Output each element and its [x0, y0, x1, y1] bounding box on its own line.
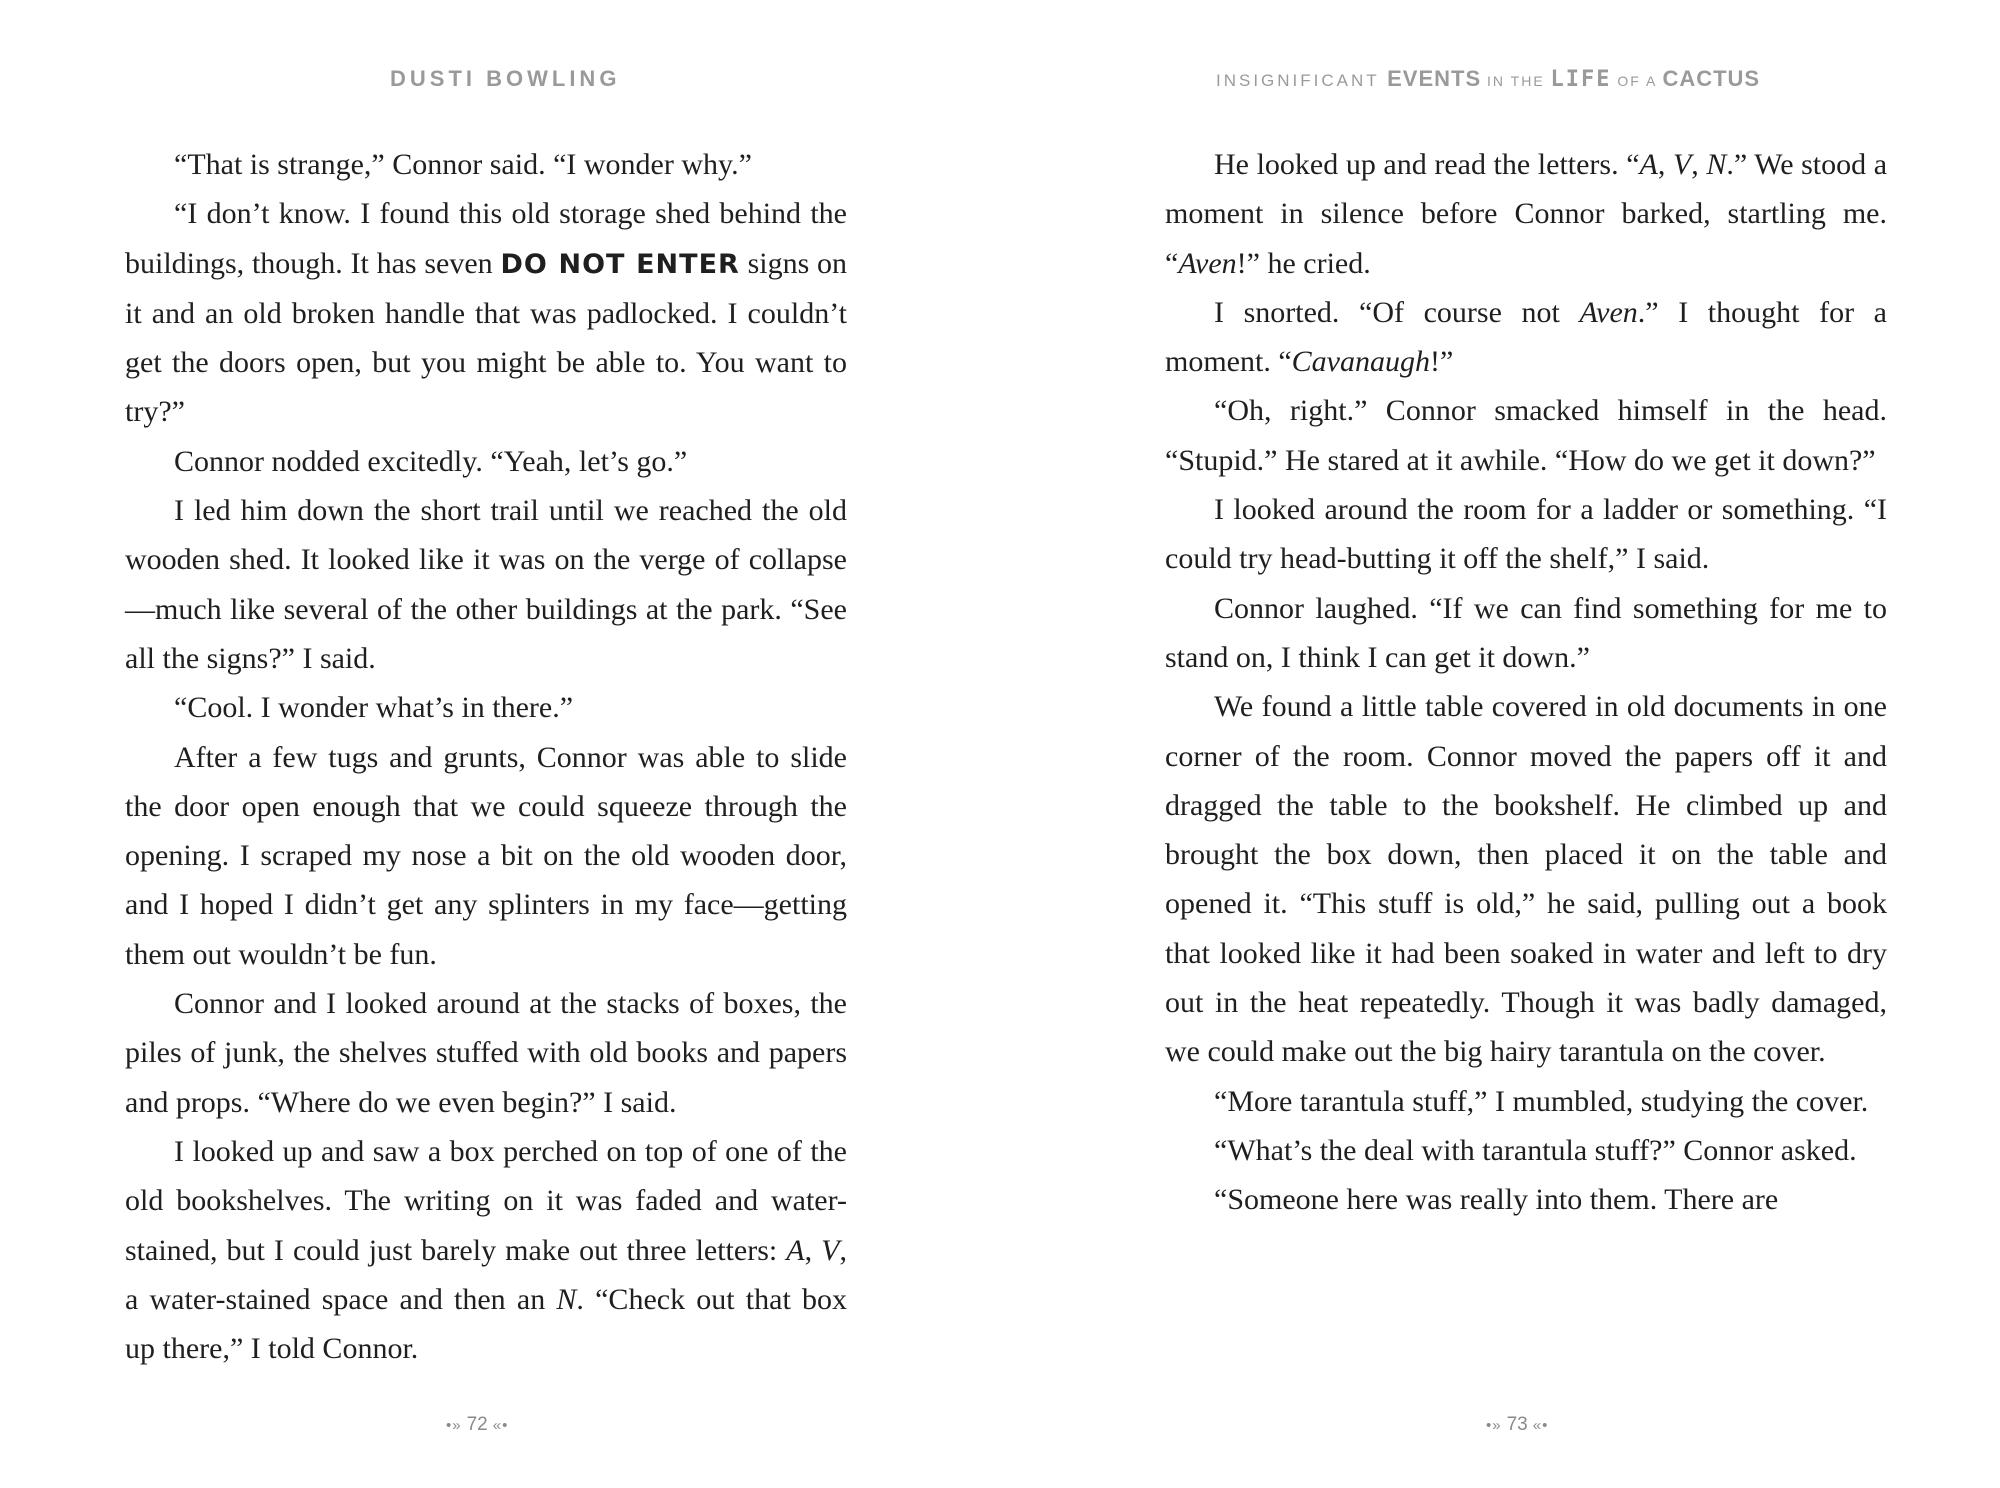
- title-part: OF A: [1611, 73, 1663, 89]
- italic-letter: V: [1672, 148, 1692, 181]
- folio-ornament: •»: [1486, 1417, 1502, 1434]
- paragraph: “Cool. I wonder what’s in there.”: [174, 691, 574, 725]
- right-page: [1000, 0, 2000, 1488]
- paragraph-text: .” I thought for a moment. “: [1165, 295, 1887, 379]
- folio-ornament: •»: [446, 1417, 462, 1434]
- paragraph-text: “I don’t know. I found this old storage shed behind the buildings, though. It has seven: [125, 197, 847, 280]
- title-part: EVENTS: [1387, 66, 1482, 91]
- body-text: [125, 140, 847, 1373]
- paragraph: [1165, 140, 1887, 288]
- paragraph: [1165, 288, 1887, 387]
- paragraph-text: . “Check out that box up there,” I told Connor.: [125, 1282, 847, 1366]
- paragraph: “More tarantula stuff,” I mumbled, studying the cover.: [1214, 1084, 1869, 1118]
- paragraph: [125, 1127, 847, 1373]
- title-part: IN THE: [1481, 73, 1551, 89]
- paragraph: “Oh, right.” Connor smacked himself in the head. “Stupid.” He stared at it awhile. “How do we get it down?”: [1165, 394, 1887, 477]
- page-number: [1486, 1410, 1548, 1440]
- title-part: LIFE: [1550, 67, 1612, 92]
- running-head-title: [1216, 64, 1760, 94]
- italic-letter: A: [1639, 148, 1658, 181]
- italic-letter: V: [821, 1233, 840, 1267]
- paragraph: “Someone here was really into them. There are: [1214, 1183, 1779, 1217]
- page-number-value: 72: [466, 1414, 488, 1435]
- paragraph-text: I looked up and saw a box perched on top of one of the old bookshelves. The writing on it was faded and water-stained, but I could just barely make out three letters:: [125, 1134, 847, 1267]
- folio-ornament: «•: [1532, 1417, 1549, 1434]
- italic-name: Cavanaugh: [1291, 345, 1430, 379]
- paragraph-text: signs on it and an old broken handle that was padlocked. I couldn’t get the doors open, but you might be able to. You want to try?”: [125, 246, 848, 429]
- paragraph: After a few tugs and grunts, Connor was able to slide the door open enough that we could squeeze through the opening. I scraped my nose a bit on the old wooden door, and I hoped I didn’t get any splinters in my face—getting them out wouldn’t be fun.: [125, 740, 847, 971]
- folio-ornament: «•: [492, 1417, 509, 1434]
- running-head-author: DUSTI BOWLING: [390, 66, 621, 91]
- paragraph: [125, 189, 847, 436]
- paragraph-text: He looked up and read the letters. “: [1214, 148, 1640, 181]
- italic-letter: A: [786, 1233, 805, 1267]
- paragraph: “What’s the deal with tarantula stuff?” Connor asked.: [1214, 1133, 1857, 1167]
- paragraph-text: , a water-stained space and then an: [125, 1233, 847, 1316]
- paragraph-text: !” he cried.: [1236, 246, 1371, 280]
- paragraph: “That is strange,” Connor said. “I wonder why.”: [174, 148, 752, 181]
- paragraph-text: ,: [1691, 148, 1707, 181]
- page-number: [446, 1410, 508, 1440]
- paragraph: Connor laughed. “If we can find something for me to stand on, I think I can get it down.”: [1165, 591, 1887, 674]
- title-part: CACTUS: [1662, 66, 1761, 91]
- paragraph-text: ,: [1657, 148, 1673, 181]
- paragraph: Connor nodded excitedly. “Yeah, let’s go.”: [174, 444, 688, 478]
- paragraph: I led him down the short trail until we reached the old wooden shed. It looked like it was on the verge of collapse—much like several of the other buildings at the park. “See all the signs?” I said.: [125, 494, 847, 675]
- paragraph-text: ,: [804, 1233, 822, 1267]
- italic-name: Aven: [1178, 246, 1237, 280]
- paragraph: We found a little table covered in old documents in one corner of the room. Connor moved the papers off it and dragged the table to the bookshelf. He climbed up and brought the box down, then placed it on the table and opened it. “This stuff is old,” he said, pulling out a book that looked like it had been soaked in water and left to dry out in the heat repeatedly. Though it was badly damaged, we could make out the big hairy tarantula on the cover.: [1165, 690, 1887, 1069]
- italic-letter: N: [1706, 148, 1727, 181]
- paragraph: Connor and I looked around at the stacks of boxes, the piles of junk, the shelves stuffed with old books and papers and props. “Where do we even begin?” I said.: [125, 987, 847, 1119]
- body-text: [1165, 140, 1887, 1225]
- do-not-enter-sign-text: DO NOT ENTER: [500, 248, 740, 280]
- page-number-value: 73: [1506, 1414, 1528, 1435]
- italic-name: Aven: [1579, 295, 1638, 329]
- paragraph-text: I snorted. “Of course not: [1214, 295, 1580, 329]
- paragraph: I looked around the room for a ladder or something. “I could try head-butting it off the shelf,” I said.: [1165, 493, 1887, 576]
- italic-letter: N: [556, 1282, 577, 1316]
- title-part: INSIGNIFICANT: [1216, 71, 1388, 90]
- paragraph-text: .” We stood a moment in silence before Connor barked, startling me. “: [1165, 148, 1888, 280]
- paragraph-text: !”: [1429, 345, 1454, 379]
